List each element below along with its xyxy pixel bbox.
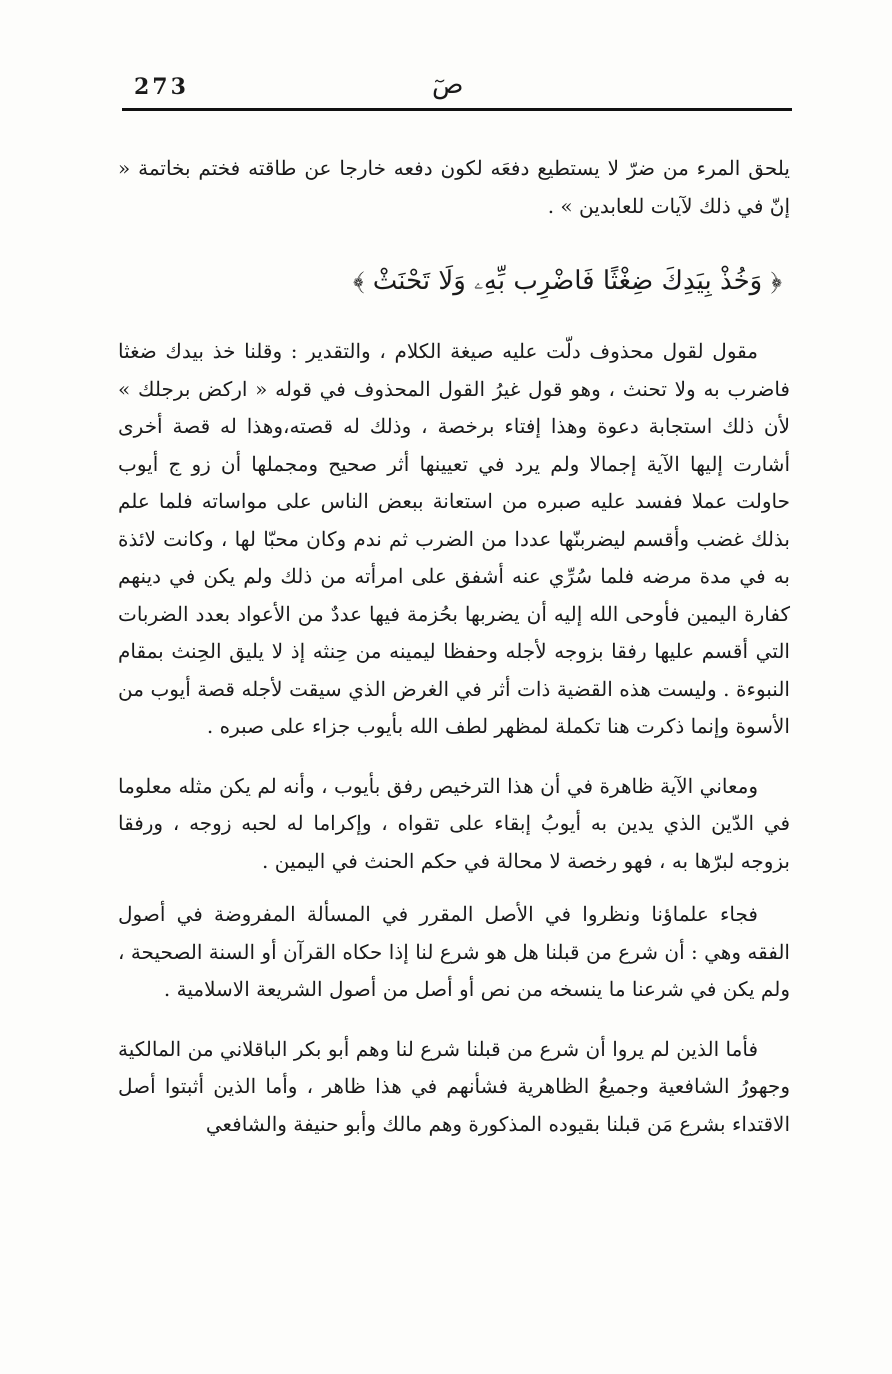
commentary-paragraph-2: ومعاني الآية ظاهرة في أن هذا الترخيص رفق بأيوب ، وأنه لم يكن مثله معلوما في الدّين الذي يدين به أيوبُ إبقاء على تقواه ، وإكراما له لحبه زوجه ، ورفقا بزوجه لبرّها به ، فهو رخصة لا محالة في حكم الحنث في اليمين .	[118, 773, 790, 873]
header-divider	[122, 108, 792, 111]
commentary-paragraph-4: فأما الذين لم يروا أن شرع من قبلنا شرع لنا وهم أبو بكر الباقلاني من المالكية وجهورُ الشافعية وجميعُ الظاهرية فشأنهم في هذا ظاهر ، وأما الذين أثبتوا أصل الاقتداء بشرع مَن قبلنا بقيوده المذكورة وهم مالك وأبو حنيفة والشافعي	[118, 1036, 790, 1136]
quran-verse: ﴿ وَخُذْ بِيَدِكَ ضِغْثًا فَاضْرِب بِّهِۦ وَلَا تَحْنَثْ ﴾	[352, 266, 782, 296]
intro-paragraph: يلحق المرء من ضرّ لا يستطيع دفعَه لكون دفعه خارجا عن طاقته فختم بخاتمة « إنّ في ذلك لآيات للعابدين » .	[118, 156, 790, 218]
page-number: 273	[134, 74, 189, 100]
commentary-paragraph-3: فجاء علماؤنا ونظروا في الأصل المقرر في المسألة المفروضة في أصول الفقه وهي : أن شرع من قبلنا هل هو شرع لنا إذا حكاه القرآن أو السنة الصحيحة ، ولم يكن في شرعنا ما ينسخه من نص أو أصل من أصول الشريعة الاسلامية .	[118, 902, 790, 1001]
page-body	[118, 150, 790, 1143]
commentary-paragraph-1: مقول لقول محذوف دلّت عليه صيغة الكلام ، والتقدير : وقلنا خذ بيدك ضغثا فاضرب به ولا تحنث ، وهو قول غيرُ القول المحذوف في قوله « اركض برجلك » لأن ذلك استجابة دعوة وهذا إفتاء برخصة ، وذلك له قصته،وهذا له قصة أخرى أشارت إليها الآية إجمالا ولم يرد في تعيينها أثر صحيح ومجملها أن زو ج أيوب حاولت عملا ففسد عليه صبره من استعانة ببعض الناس على مواساته فلما علم بذلك غضب وأقسم ليضربنّها عددا من الضرب ثم ندم وكان محبّا لها ، وكانت لائذة به في مدة مرضه فلما سُرِّي عنه أشفق على امرأته من ذلك ولم يكن في دينهم كفارة اليمين فأوحى الله إليه أن يضربها بحُزمة فيها عددٌ من الأعواد بعدد الضربات التي أقسم عليها رفقا بزوجه لأجله وحفظا ليمينه من حِنثه إذ لا يليق الحِنث بمقام النبوءة . وليست هذه القضية ذات أثر في الغرض الذي سيقت لأجله قصة أيوب من الأسوة وإنما ذكرت هنا تكملة لمظهر لطف الله بأيوب جزاء على صبره .	[118, 339, 790, 738]
running-header-title: صٓ	[432, 70, 464, 100]
